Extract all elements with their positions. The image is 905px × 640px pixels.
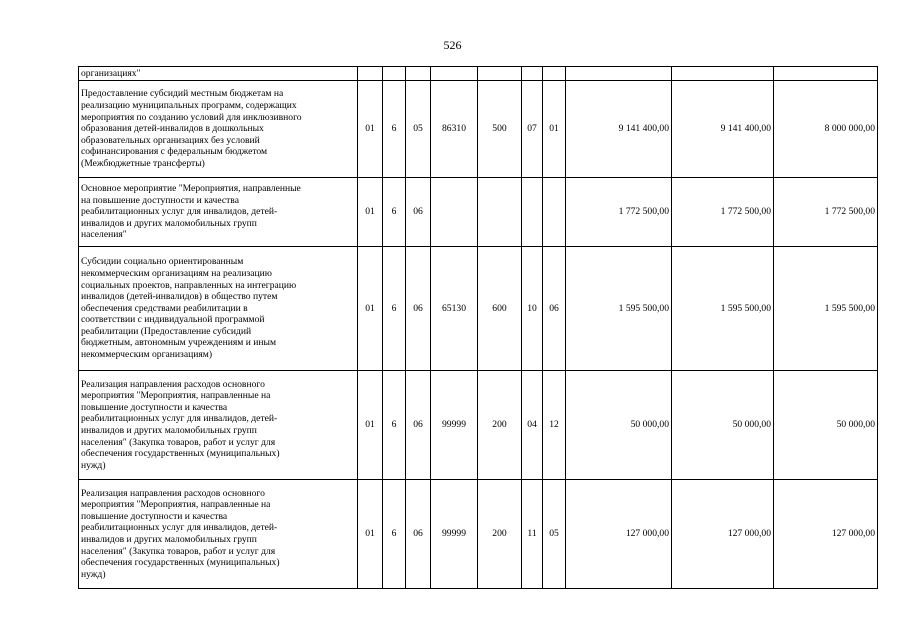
amount-year-3: 50 000,00 (774, 371, 878, 480)
table-row (79, 67, 878, 81)
amount-year-1: 50 000,00 (566, 371, 672, 480)
amount-year-1: 9 141 400,00 (566, 81, 672, 178)
expense-type-code (478, 178, 522, 247)
amount-year-1 (566, 67, 672, 81)
subprogram-code (383, 67, 406, 81)
row-description: Субсидии социально ориентированным некоммерческим организациям на реализацию социальных проектов, направленных на интеграцию инвалидов (детей-инвалидов) в общество путем обеспечения средствами реабилитации в соответствии с индивидуальной программой реабилитации (Предоставление субсидий бюджетным, автономным учреждениям и иным некоммерческим организациям) (79, 247, 358, 371)
amount-year-1: 127 000,00 (566, 480, 672, 589)
amount-year-3 (774, 67, 878, 81)
table-row (79, 247, 878, 371)
amount-year-1: 1 772 500,00 (566, 178, 672, 247)
expense-direction-code: 99999 (431, 371, 478, 480)
table-row (79, 371, 878, 480)
activity-code: 06 (406, 247, 431, 371)
amount-year-2: 127 000,00 (672, 480, 774, 589)
program-code: 01 (358, 178, 383, 247)
budget-table (78, 66, 878, 589)
subsection-code: 06 (543, 247, 566, 371)
row-description: Реализация направления расходов основного мероприятия "Мероприятия, направленные на повышение доступности и качества реабилитационных услуг для инвалидов, детей- инвалидов и других маломобильных групп населения" (Закупка товаров, работ и услуг для обеспечения государственных (муниципальных) нужд) (79, 480, 358, 589)
expense-type-code: 200 (478, 480, 522, 589)
subsection-code (543, 67, 566, 81)
expense-direction-code (431, 178, 478, 247)
table-row (79, 178, 878, 247)
activity-code: 05 (406, 81, 431, 178)
amount-year-1: 1 595 500,00 (566, 247, 672, 371)
row-description: Предоставление субсидий местным бюджетам на реализацию муниципальных программ, содержащих мероприятия по созданию условий для инклюзивного образования детей-инвалидов в дошкольных образовательных организациях без условий софинансирования с федеральным бюджетом (Межбюджетные трансферты) (79, 81, 358, 178)
program-code: 01 (358, 480, 383, 589)
subsection-code: 12 (543, 371, 566, 480)
subprogram-code: 6 (383, 178, 406, 247)
row-description: Основное мероприятие "Мероприятия, направленные на повышение доступности и качества реабилитационных услуг для инвалидов, детей- инвалидов и других маломобильных групп населения" (79, 178, 358, 247)
amount-year-2 (672, 67, 774, 81)
expense-direction-code: 86310 (431, 81, 478, 178)
activity-code: 06 (406, 178, 431, 247)
subprogram-code: 6 (383, 480, 406, 589)
expense-type-code: 500 (478, 81, 522, 178)
expense-type-code: 600 (478, 247, 522, 371)
expense-direction-code: 65130 (431, 247, 478, 371)
program-code: 01 (358, 81, 383, 178)
subprogram-code: 6 (383, 371, 406, 480)
section-code: 07 (522, 81, 543, 178)
page-number: 526 (443, 38, 462, 52)
subsection-code: 05 (543, 480, 566, 589)
amount-year-2: 1 772 500,00 (672, 178, 774, 247)
activity-code (406, 67, 431, 81)
section-code (522, 178, 543, 247)
subsection-code (543, 178, 566, 247)
amount-year-2: 1 595 500,00 (672, 247, 774, 371)
amount-year-3: 8 000 000,00 (774, 81, 878, 178)
subprogram-code: 6 (383, 81, 406, 178)
program-code: 01 (358, 247, 383, 371)
row-description: организациях" (79, 67, 358, 81)
row-description: Реализация направления расходов основного мероприятия "Мероприятия, направленные на повышение доступности и качества реабилитационных услуг для инвалидов, детей- инвалидов и других маломобильных групп населения" (Закупка товаров, работ и услуг для обеспечения государственных (муниципальных) нужд) (79, 371, 358, 480)
amount-year-2: 50 000,00 (672, 371, 774, 480)
expense-direction-code (431, 67, 478, 81)
table-row (79, 81, 878, 178)
amount-year-2: 9 141 400,00 (672, 81, 774, 178)
table-row (79, 480, 878, 589)
amount-year-3: 1 772 500,00 (774, 178, 878, 247)
subprogram-code: 6 (383, 247, 406, 371)
expense-type-code: 200 (478, 371, 522, 480)
section-code (522, 67, 543, 81)
activity-code: 06 (406, 371, 431, 480)
amount-year-3: 1 595 500,00 (774, 247, 878, 371)
activity-code: 06 (406, 480, 431, 589)
section-code: 04 (522, 371, 543, 480)
program-code (358, 67, 383, 81)
expense-direction-code: 99999 (431, 480, 478, 589)
expense-type-code (478, 67, 522, 81)
section-code: 10 (522, 247, 543, 371)
program-code: 01 (358, 371, 383, 480)
section-code: 11 (522, 480, 543, 589)
amount-year-3: 127 000,00 (774, 480, 878, 589)
subsection-code: 01 (543, 81, 566, 178)
